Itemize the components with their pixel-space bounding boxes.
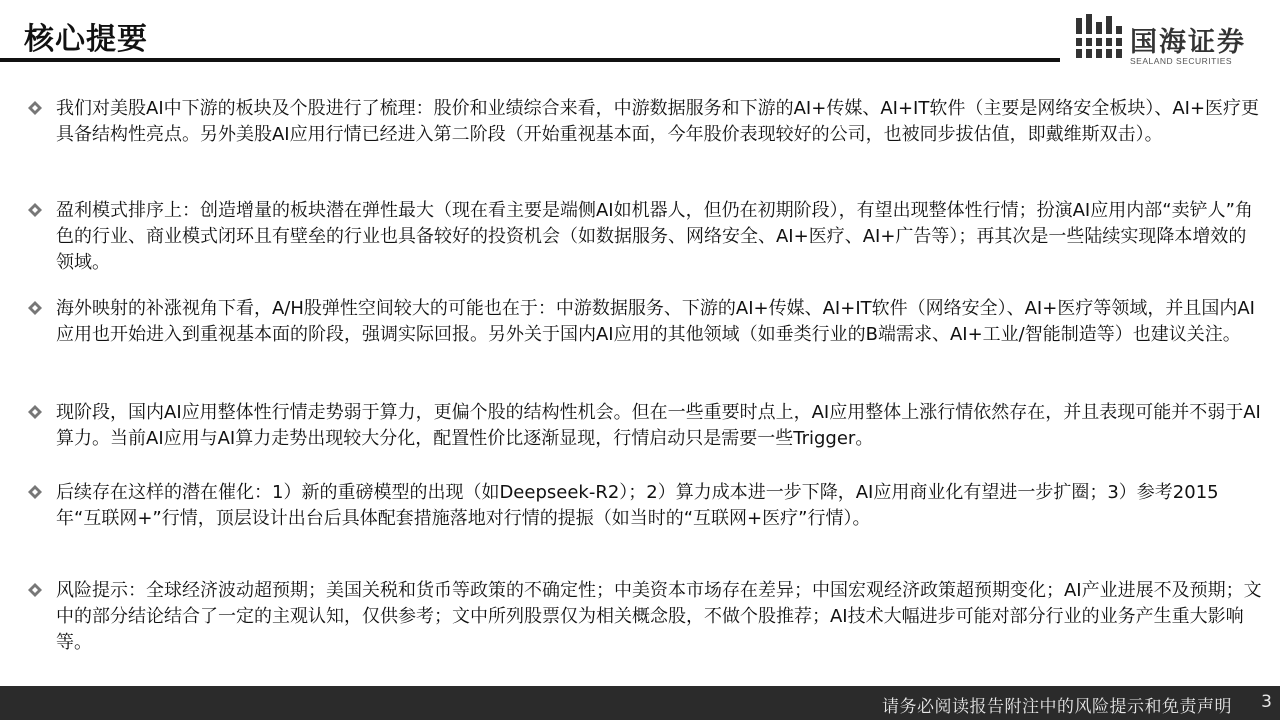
sealand-logo-icon bbox=[1074, 12, 1124, 62]
page-title: 核心提要 bbox=[24, 22, 148, 57]
bullet-text: 海外映射的补涨视角下看，A/H股弹性空间较大的可能也在于：中游数据服务、下游的AI+传媒、AI+IT软件（网络安全）、AI+医疗等领域，并且国内AI应用也开始进入到重视基本面的阶段，强调实际回报。另外关于国内AI应用的其他领域（如垂类行业的B端需求、AI+工业/智能制造等）也建议关注。 bbox=[56, 298, 1255, 345]
diamond-bullet-icon bbox=[28, 101, 42, 115]
bullet-text: 现阶段，国内AI应用整体性行情走势弱于算力，更偏个股的结构性机会。但在一些重要时点上，AI应用整体上涨行情依然存在，并且表现可能并不弱于AI算力。当前AI应用与AI算力走势出现较大分化，配置性价比逐渐显现，行情启动只是需要一些Trigger。 bbox=[56, 402, 1261, 449]
title-underline bbox=[0, 58, 1060, 62]
disclaimer-text: 请务必阅读报告附注中的风险提示和免责声明 bbox=[882, 697, 1232, 717]
company-logo bbox=[1074, 12, 1274, 70]
slide-header bbox=[0, 0, 1280, 70]
logo-chinese-name: 国海证券 bbox=[1130, 27, 1246, 58]
bullet-text: 盈利模式排序上：创造增量的板块潜在弹性最大（现在看主要是端侧AI如机器人，但仍在初期阶段），有望出现整体性行情；扮演AI应用内部“卖铲人”角色的行业、商业模式闭环且有壁垒的行业也具备较好的投资机会（如数据服务、网络安全、AI+医疗、AI+广告等）；再其次是一些陆续实现降本增效的领域。 bbox=[56, 200, 1253, 273]
diamond-bullet-icon bbox=[28, 583, 42, 597]
diamond-bullet-icon bbox=[28, 485, 42, 499]
bullet-text: 后续存在这样的潜在催化：1）新的重磅模型的出现（如Deepseek-R2）；2）算力成本进一步下降，AI应用商业化有望进一步扩圈；3）参考2015年“互联网+”行情，顶层设计出台后具体配套措施落地对行情的提振（如当时的“互联网+医疗”行情）。 bbox=[56, 482, 1219, 529]
bullet-text: 我们对美股AI中下游的板块及个股进行了梳理：股价和业绩综合来看，中游数据服务和下游的AI+传媒、AI+IT软件（主要是网络安全板块）、AI+医疗更具备结构性亮点。另外美股AI应用行情已经进入第二阶段（开始重视基本面，今年股价表现较好的公司，也被同步拔估值，即戴维斯双击）。 bbox=[56, 98, 1260, 145]
diamond-bullet-icon bbox=[28, 203, 42, 217]
diamond-bullet-icon bbox=[28, 405, 42, 419]
page-number: 3 bbox=[1261, 692, 1272, 712]
bullet-text: 风险提示：全球经济波动超预期；美国关税和货币等政策的不确定性；中美资本市场存在差异；中国宏观经济政策超预期变化；AI产业进展不及预期；文中的部分结论结合了一定的主观认知，仅供参考；文中所列股票仅为相关概念股，不做个股推荐；AI技术大幅进步可能对部分行业的业务产生重大影响等。 bbox=[56, 580, 1262, 653]
diamond-bullet-icon bbox=[28, 301, 42, 315]
slide-footer bbox=[0, 686, 1280, 720]
logo-english-name: SEALAND SECURITIES bbox=[1130, 56, 1233, 66]
